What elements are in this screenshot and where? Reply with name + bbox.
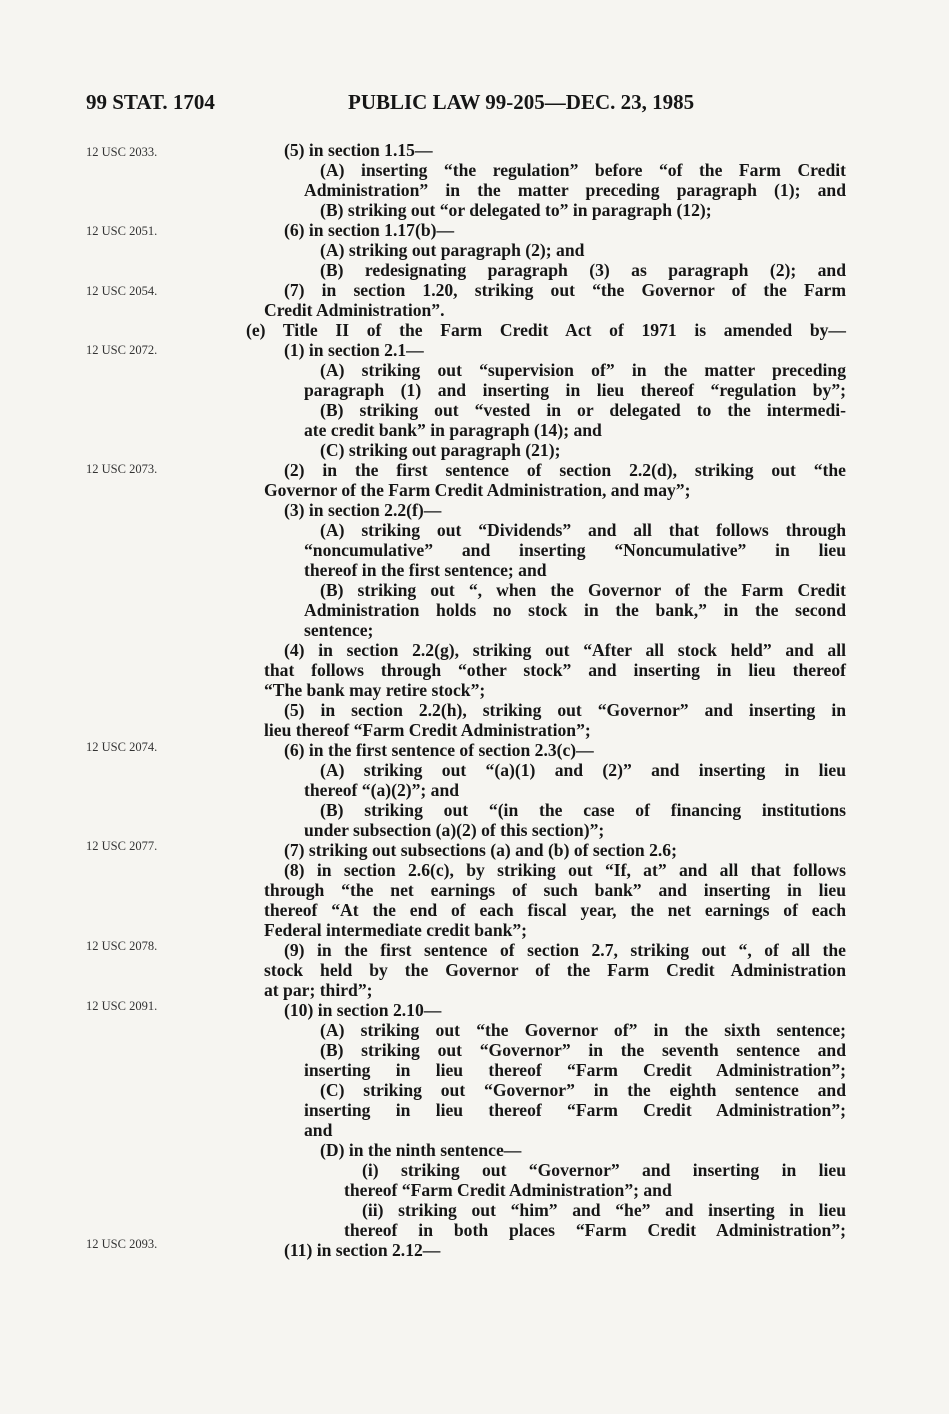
text-line: (A) striking out “the Governor of” in the sixth sentence;	[320, 1020, 846, 1040]
text-line: (2) in the first sentence of section 2.2(d), striking out “the	[284, 460, 846, 480]
usc-reference: 12 USC 2091.	[86, 999, 158, 1013]
statute-page-number: 99 STAT. 1704	[86, 90, 215, 114]
text-line: (A) striking out “supervision of” in the matter preceding	[320, 360, 846, 380]
text-line: (7) in section 1.20, striking out “the Governor of the Farm	[284, 280, 846, 300]
text-line: inserting in lieu thereof “Farm Credit Administration”;	[304, 1060, 846, 1080]
text-line: (7) striking out subsections (a) and (b) of section 2.6;	[284, 840, 677, 860]
text-line: inserting in lieu thereof “Farm Credit Administration”;	[304, 1100, 846, 1120]
text-line: through “the net earnings of such bank” and inserting in lieu	[264, 880, 846, 900]
text-line: (11) in section 2.12—	[284, 1240, 441, 1260]
text-line: that follows through “other stock” and inserting in lieu thereof	[264, 660, 846, 680]
text-line: at par; third”;	[264, 980, 373, 1000]
usc-reference: 12 USC 2033.	[86, 145, 158, 159]
text-line: (5) in section 1.15—	[284, 140, 433, 160]
text-line: Credit Administration”.	[264, 300, 445, 320]
text-line: thereof in the first sentence; and	[304, 560, 547, 580]
public-law-citation: PUBLIC LAW 99-205—DEC. 23, 1985	[348, 90, 695, 114]
usc-reference: 12 USC 2093.	[86, 1237, 158, 1251]
text-line: paragraph (1) and inserting in lieu thereof “regulation by”;	[304, 380, 846, 400]
text-line: (C) striking out paragraph (21);	[320, 440, 561, 460]
text-line: (3) in section 2.2(f)—	[284, 500, 442, 520]
text-line: (A) inserting “the regulation” before “of the Farm Credit	[320, 160, 846, 180]
text-line: thereof “(a)(2)”; and	[304, 780, 460, 800]
page-header	[86, 90, 846, 118]
text-line: (10) in section 2.10—	[284, 1000, 442, 1020]
text-line: under subsection (a)(2) of this section)”;	[304, 820, 605, 840]
text-line: Administration holds no stock in the bank,” in the second	[304, 600, 846, 620]
text-line: thereof “At the end of each fiscal year, the net earnings of each	[264, 900, 846, 920]
text-line: Administration” in the matter preceding paragraph (1); and	[304, 180, 846, 200]
text-line: (i) striking out “Governor” and inserting in lieu	[362, 1160, 846, 1180]
text-line: (B) redesignating paragraph (3) as paragraph (2); and	[320, 260, 846, 280]
text-line: (ii) striking out “him” and “he” and inserting in lieu	[362, 1200, 846, 1220]
usc-reference: 12 USC 2051.	[86, 224, 158, 238]
text-line: Governor of the Farm Credit Administration, and may”;	[264, 480, 691, 500]
text-line: (6) in section 1.17(b)—	[284, 220, 455, 240]
usc-reference: 12 USC 2078.	[86, 939, 158, 953]
text-line: (B) striking out “, when the Governor of the Farm Credit	[320, 580, 846, 600]
text-line: (1) in section 2.1—	[284, 340, 424, 360]
text-line: (A) striking out paragraph (2); and	[320, 240, 585, 260]
text-line: thereof “Farm Credit Administration”; and	[344, 1180, 672, 1200]
text-line: (B) striking out “or delegated to” in paragraph (12);	[320, 200, 712, 220]
text-line: ate credit bank” in paragraph (14); and	[304, 420, 602, 440]
text-line: (D) in the ninth sentence—	[320, 1140, 522, 1160]
text-line: and	[304, 1120, 333, 1140]
text-line: (A) striking out “Dividends” and all that follows through	[320, 520, 846, 540]
usc-reference: 12 USC 2054.	[86, 284, 158, 298]
text-line: (4) in section 2.2(g), striking out “After all stock held” and all	[284, 640, 846, 660]
text-line: (6) in the first sentence of section 2.3(c)—	[284, 740, 594, 760]
text-line: (8) in section 2.6(c), by striking out “If, at” and all that follows	[284, 860, 846, 880]
text-line: sentence;	[304, 620, 374, 640]
usc-reference: 12 USC 2072.	[86, 343, 158, 357]
text-line: (9) in the first sentence of section 2.7, striking out “, of all the	[284, 940, 846, 960]
text-line: (5) in section 2.2(h), striking out “Governor” and inserting in	[284, 700, 846, 720]
text-line: (e) Title II of the Farm Credit Act of 1971 is amended by—	[246, 320, 846, 340]
text-line: Federal intermediate credit bank”;	[264, 920, 528, 940]
text-line: (B) striking out “Governor” in the seventh sentence and	[320, 1040, 846, 1060]
text-line: “The bank may retire stock”;	[264, 680, 486, 700]
text-line: “noncumulative” and inserting “Noncumulative” in lieu	[304, 540, 846, 560]
text-line: thereof in both places “Farm Credit Administration”;	[344, 1220, 846, 1240]
usc-reference: 12 USC 2074.	[86, 740, 158, 754]
text-line: (A) striking out “(a)(1) and (2)” and inserting in lieu	[320, 760, 846, 780]
usc-reference: 12 USC 2073.	[86, 462, 158, 476]
text-line: (B) striking out “vested in or delegated to the intermedi-	[320, 400, 846, 420]
text-line: (C) striking out “Governor” in the eighth sentence and	[320, 1080, 846, 1100]
usc-reference: 12 USC 2077.	[86, 839, 158, 853]
text-line: stock held by the Governor of the Farm Credit Administration	[264, 960, 846, 980]
text-line: lieu thereof “Farm Credit Administration”;	[264, 720, 591, 740]
text-line: (B) striking out “(in the case of financing institutions	[320, 800, 846, 820]
